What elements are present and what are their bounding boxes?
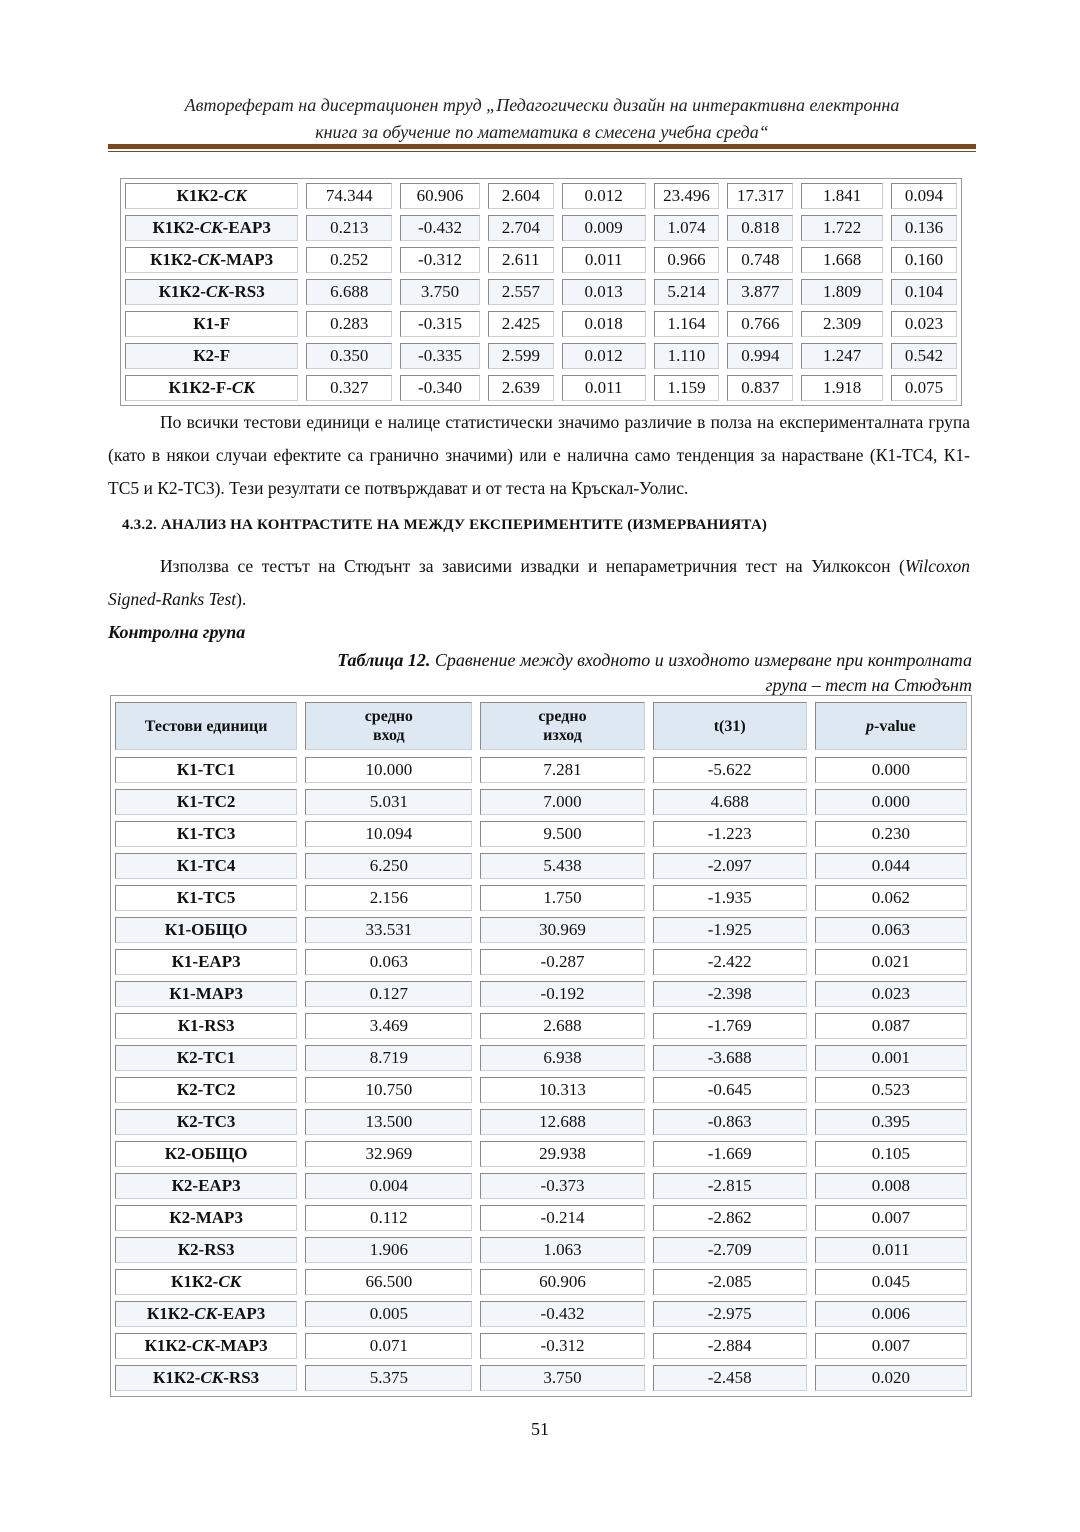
header-t: t(31) [653, 702, 807, 750]
table-cell: 0.087 [815, 1013, 967, 1039]
row-label-suffix: -MAP3 [214, 1336, 268, 1355]
table-cell: 0.000 [815, 757, 967, 783]
row-label-suffix: -RS3 [228, 282, 265, 301]
caption-label: Таблица 12. [337, 650, 431, 670]
table-cell: -0.192 [480, 981, 644, 1007]
header-rule-thick [108, 144, 976, 149]
paragraph-methods [108, 550, 970, 616]
table-cell: -2.862 [653, 1205, 807, 1231]
row-label [115, 1109, 297, 1135]
table-cell: 0.000 [815, 789, 967, 815]
row-label [125, 343, 298, 369]
table-row [111, 978, 971, 1010]
table-cell: 0.523 [815, 1077, 967, 1103]
table-cell: 30.969 [480, 917, 644, 943]
wilcoxon-name: Wilcoxon Signed-Ranks Test [108, 556, 970, 609]
row-label [115, 1013, 297, 1039]
table-cell: -2.398 [653, 981, 807, 1007]
table-cell: 3.469 [305, 1013, 472, 1039]
table-cell: 0.837 [727, 375, 793, 401]
table-cell: 2.156 [305, 885, 472, 911]
table-row [121, 244, 961, 276]
header-output-text: средно изход [538, 708, 587, 744]
table-cell: 1.159 [654, 375, 720, 401]
row-label-suffix: -MAP3 [220, 250, 274, 269]
row-label [115, 1269, 297, 1295]
row-label-main: К1-MAP3 [169, 984, 243, 1003]
table-cell: 0.994 [727, 343, 793, 369]
table-row [121, 340, 961, 372]
table-row [121, 276, 961, 308]
table-cell: 0.011 [815, 1237, 967, 1263]
table-12-header-row [111, 698, 971, 754]
table-cell: 6.688 [306, 279, 392, 305]
table-cell: 23.496 [654, 183, 720, 209]
table-cell: -3.688 [653, 1045, 807, 1071]
row-label [115, 1365, 297, 1391]
table-cell: 0.011 [562, 375, 646, 401]
table-cell: 0.004 [305, 1173, 472, 1199]
row-label-main: К1-RS3 [177, 1016, 235, 1035]
table-cell: 0.007 [815, 1333, 967, 1359]
paragraph-significance: По всички тестови единици е налице статистически значимо различие в полза на експерименталната група (като в някои случаи ефектите са гранично значими) или е налична само тенденция за нарастване (К1-TC4, К1-TC5 и К2-TC3). Тези резултати се потвърждават и от теста на Кръскал-Уолис. [108, 412, 970, 498]
table-cell: 0.044 [815, 853, 967, 879]
row-label [125, 279, 298, 305]
table-cell: 0.230 [815, 821, 967, 847]
table-row [111, 1042, 971, 1074]
row-label-main: К1-TC5 [176, 888, 236, 907]
methods-end: ). [236, 589, 247, 609]
table-row [111, 1138, 971, 1170]
table-cell: 6.938 [480, 1045, 644, 1071]
table-cell: 66.500 [305, 1269, 472, 1295]
row-label [115, 949, 297, 975]
header-units: Тестови единици [115, 702, 297, 750]
table-cell: 33.531 [305, 917, 472, 943]
row-label-main: К1-EAP3 [171, 952, 241, 971]
table-cell: 0.045 [815, 1269, 967, 1295]
row-label [115, 853, 297, 879]
table-cell: 0.012 [562, 343, 646, 369]
table-cell: 10.094 [305, 821, 472, 847]
table-cell: 0.006 [815, 1301, 967, 1327]
table-cell: 0.062 [815, 885, 967, 911]
table-row [111, 1362, 971, 1394]
table-cell: 0.012 [562, 183, 646, 209]
table-row [111, 786, 971, 818]
table-cell: 8.719 [305, 1045, 472, 1071]
row-label-main: К1К2- [153, 1368, 201, 1387]
table-cell: -0.312 [480, 1333, 644, 1359]
row-label-main: К1К2- [146, 1304, 195, 1323]
table-cell: -0.432 [480, 1301, 644, 1327]
header-pvalue [815, 702, 967, 750]
row-label-italic: СК [200, 1368, 224, 1387]
row-label [115, 917, 297, 943]
table-cell: -2.815 [653, 1173, 807, 1199]
running-header [108, 92, 976, 146]
row-label [125, 247, 298, 273]
table-row [111, 1074, 971, 1106]
row-label-main: К2-TC3 [176, 1112, 236, 1131]
section-heading: 4.3.2. АНАЛИЗ НА КОНТРАСТИТЕ НА МЕЖДУ ЕКСПЕРИМЕНТИТЕ (ИЗМЕРВАНИЯТА) [122, 517, 768, 533]
table-cell: 4.688 [653, 789, 807, 815]
table-cell: 0.542 [891, 343, 957, 369]
table-cell: 0.105 [815, 1141, 967, 1167]
table-cell: 2.611 [488, 247, 554, 273]
table-cell: 0.005 [305, 1301, 472, 1327]
table-cell: 1.809 [801, 279, 883, 305]
table-cell: 0.213 [306, 215, 392, 241]
table-cell: 13.500 [305, 1109, 472, 1135]
row-label [115, 1173, 297, 1199]
table-cell: 0.021 [815, 949, 967, 975]
table-row [111, 946, 971, 978]
table-cell: 5.438 [480, 853, 644, 879]
row-label [115, 885, 297, 911]
caption-text: Сравнение между входното и изходното измерване при контролната група – тест на Стюдънт [430, 650, 972, 695]
table-cell: 0.127 [305, 981, 472, 1007]
continued-results-table [120, 178, 962, 406]
table-cell: 0.023 [891, 311, 957, 337]
table-cell: -1.925 [653, 917, 807, 943]
table-cell: -2.422 [653, 949, 807, 975]
table-cell: -2.975 [653, 1301, 807, 1327]
table-row [111, 882, 971, 914]
table-cell: 0.009 [562, 215, 646, 241]
row-label-suffix: -EAP3 [222, 218, 271, 237]
row-label [115, 789, 297, 815]
table-cell: 0.020 [815, 1365, 967, 1391]
row-label-main: К2-TC2 [176, 1080, 236, 1099]
header-p-rest: -value [874, 717, 916, 735]
control-group-subheading: Контролна група [108, 622, 246, 642]
table-cell: 2.425 [488, 311, 554, 337]
table-cell: 1.074 [654, 215, 720, 241]
table-cell: 0.395 [815, 1109, 967, 1135]
table-cell: 29.938 [480, 1141, 644, 1167]
row-label-main: К1-TC1 [176, 760, 236, 779]
table-row [121, 212, 961, 244]
table-row [111, 1106, 971, 1138]
table-row [121, 180, 961, 212]
row-label-main: К2-F [193, 346, 231, 365]
table-row [111, 1266, 971, 1298]
row-label-italic: СК [218, 1272, 242, 1291]
table-row [111, 914, 971, 946]
table-cell: -0.340 [400, 375, 480, 401]
table-cell: 9.500 [480, 821, 644, 847]
methods-text: Използва се тестът на Стюдънт за зависими извадки и непараметричния тест на Уилкоксон ( [160, 556, 905, 576]
row-label [115, 1301, 297, 1327]
row-label [125, 183, 298, 209]
row-label [115, 1045, 297, 1071]
row-label-main: К2-TC1 [176, 1048, 236, 1067]
table-cell: -1.935 [653, 885, 807, 911]
row-label-main: К1К2-F- [168, 378, 232, 397]
table-cell: -1.669 [653, 1141, 807, 1167]
table-cell: -0.645 [653, 1077, 807, 1103]
table-cell: 1.722 [801, 215, 883, 241]
table-cell: -0.373 [480, 1173, 644, 1199]
table-cell: 2.704 [488, 215, 554, 241]
row-label [125, 375, 298, 401]
table-row [111, 1330, 971, 1362]
row-label-main: К2-EAP3 [171, 1176, 241, 1195]
table-row [111, 1010, 971, 1042]
table-cell: 0.160 [891, 247, 957, 273]
table-row [111, 1202, 971, 1234]
table-cell: 0.966 [654, 247, 720, 273]
row-label-main: К1К2- [150, 250, 198, 269]
table-cell: -2.884 [653, 1333, 807, 1359]
table-row [111, 850, 971, 882]
table-cell: 5.214 [654, 279, 720, 305]
table-cell: 0.071 [305, 1333, 472, 1359]
table-cell: 0.748 [727, 247, 793, 273]
table-cell: 2.309 [801, 311, 883, 337]
table-cell: 0.011 [562, 247, 646, 273]
table-cell: 2.604 [488, 183, 554, 209]
table-cell: 0.766 [727, 311, 793, 337]
table-cell: 10.313 [480, 1077, 644, 1103]
table-cell: 60.906 [400, 183, 480, 209]
row-label-main: К1К2- [176, 186, 224, 205]
table-cell: 3.877 [727, 279, 793, 305]
table-cell: -2.097 [653, 853, 807, 879]
table-cell: -2.458 [653, 1365, 807, 1391]
table-cell: 1.906 [305, 1237, 472, 1263]
table-cell: 1.063 [480, 1237, 644, 1263]
row-label-italic: СК [205, 282, 229, 301]
table-12-caption [332, 648, 972, 698]
table-cell: -0.214 [480, 1205, 644, 1231]
table-cell: 0.094 [891, 183, 957, 209]
table-row [111, 818, 971, 850]
table-cell: 0.063 [305, 949, 472, 975]
row-label-main: К1К2- [158, 282, 206, 301]
row-label-main: К1-TC2 [176, 792, 236, 811]
header-input-text: средно вход [364, 708, 413, 744]
table-cell: 0.075 [891, 375, 957, 401]
row-label-italic: СК [191, 1336, 215, 1355]
row-label [125, 311, 298, 337]
row-label-main: К1К2- [152, 218, 200, 237]
table-cell: 0.283 [306, 311, 392, 337]
table-cell: -0.863 [653, 1109, 807, 1135]
table-row [111, 1234, 971, 1266]
row-label-main: К2-ОБЩО [164, 1144, 248, 1163]
row-label-main: К1-TC3 [176, 824, 236, 843]
table-row [111, 1298, 971, 1330]
table-cell: 0.023 [815, 981, 967, 1007]
table-cell: 0.252 [306, 247, 392, 273]
row-label [115, 1205, 297, 1231]
table-cell: 17.317 [727, 183, 793, 209]
table-cell: 7.281 [480, 757, 644, 783]
row-label [115, 757, 297, 783]
row-label-main: К1-ОБЩО [164, 920, 248, 939]
table-cell: -1.223 [653, 821, 807, 847]
table-row [121, 308, 961, 340]
header-output [480, 702, 644, 750]
row-label-italic: СК [231, 378, 255, 397]
table-cell: 0.013 [562, 279, 646, 305]
row-label [115, 821, 297, 847]
row-label-main: К1К2- [144, 1336, 192, 1355]
row-label-suffix: -RS3 [223, 1368, 260, 1387]
table-cell: -0.287 [480, 949, 644, 975]
row-label-italic: СК [223, 186, 247, 205]
table-cell: 0.018 [562, 311, 646, 337]
header-line-2: книга за обучение по математика в смесена учебна среда“ [315, 122, 769, 142]
table-12 [110, 695, 972, 1397]
table-cell: -5.622 [653, 757, 807, 783]
row-label-italic: СК [194, 1304, 218, 1323]
table-cell: 3.750 [480, 1365, 644, 1391]
table-cell: -0.335 [400, 343, 480, 369]
table-cell: 0.007 [815, 1205, 967, 1231]
row-label-main: К2-MAP3 [169, 1208, 243, 1227]
row-label [115, 1237, 297, 1263]
table-cell: 1.247 [801, 343, 883, 369]
table-cell: -2.709 [653, 1237, 807, 1263]
table-cell: 60.906 [480, 1269, 644, 1295]
header-line-1: Автореферат на дисертационен труд „Педагогически дизайн на интерактивна електронна [184, 95, 900, 115]
table-cell: 6.250 [305, 853, 472, 879]
row-label [115, 1333, 297, 1359]
table-row [121, 372, 961, 404]
table-cell: 0.063 [815, 917, 967, 943]
row-label-main: К1-F [193, 314, 231, 333]
table-cell: 1.750 [480, 885, 644, 911]
table-cell: 0.327 [306, 375, 392, 401]
table-cell: 3.750 [400, 279, 480, 305]
table-cell: 0.136 [891, 215, 957, 241]
table-cell: 0.818 [727, 215, 793, 241]
table-cell: 1.668 [801, 247, 883, 273]
row-label-italic: СК [197, 250, 221, 269]
table-cell: 7.000 [480, 789, 644, 815]
table-cell: 10.000 [305, 757, 472, 783]
table-cell: -0.315 [400, 311, 480, 337]
table-cell: 0.008 [815, 1173, 967, 1199]
row-label [115, 981, 297, 1007]
table-cell: 0.350 [306, 343, 392, 369]
table-cell: 32.969 [305, 1141, 472, 1167]
table-cell: 5.031 [305, 789, 472, 815]
table-cell: 1.164 [654, 311, 720, 337]
table-cell: -0.432 [400, 215, 480, 241]
table-cell: 0.001 [815, 1045, 967, 1071]
row-label-main: К2-RS3 [177, 1240, 235, 1259]
table-cell: 2.557 [488, 279, 554, 305]
table-cell: 0.112 [305, 1205, 472, 1231]
table-cell: 12.688 [480, 1109, 644, 1135]
header-rule-thin [108, 151, 976, 152]
table-cell: 1.841 [801, 183, 883, 209]
table-row [111, 754, 971, 786]
row-label [115, 1141, 297, 1167]
row-label [115, 1077, 297, 1103]
table-cell: 0.104 [891, 279, 957, 305]
row-label [125, 215, 298, 241]
table-cell: -1.769 [653, 1013, 807, 1039]
table-cell: 74.344 [306, 183, 392, 209]
table-row [111, 1170, 971, 1202]
header-p-italic: p [866, 717, 874, 735]
table-cell: 10.750 [305, 1077, 472, 1103]
table-cell: 5.375 [305, 1365, 472, 1391]
table-cell: -2.085 [653, 1269, 807, 1295]
table-cell: 1.110 [654, 343, 720, 369]
header-input [305, 702, 472, 750]
row-label-main: К1-TC4 [176, 856, 236, 875]
row-label-italic: СК [199, 218, 223, 237]
page-number: 51 [531, 1419, 549, 1439]
table-cell: 2.688 [480, 1013, 644, 1039]
row-label-suffix: -EAP3 [217, 1304, 266, 1323]
table-cell: -0.312 [400, 247, 480, 273]
row-label-main: К1К2- [171, 1272, 219, 1291]
table-cell: 1.918 [801, 375, 883, 401]
table-cell: 2.599 [488, 343, 554, 369]
table-cell: 2.639 [488, 375, 554, 401]
